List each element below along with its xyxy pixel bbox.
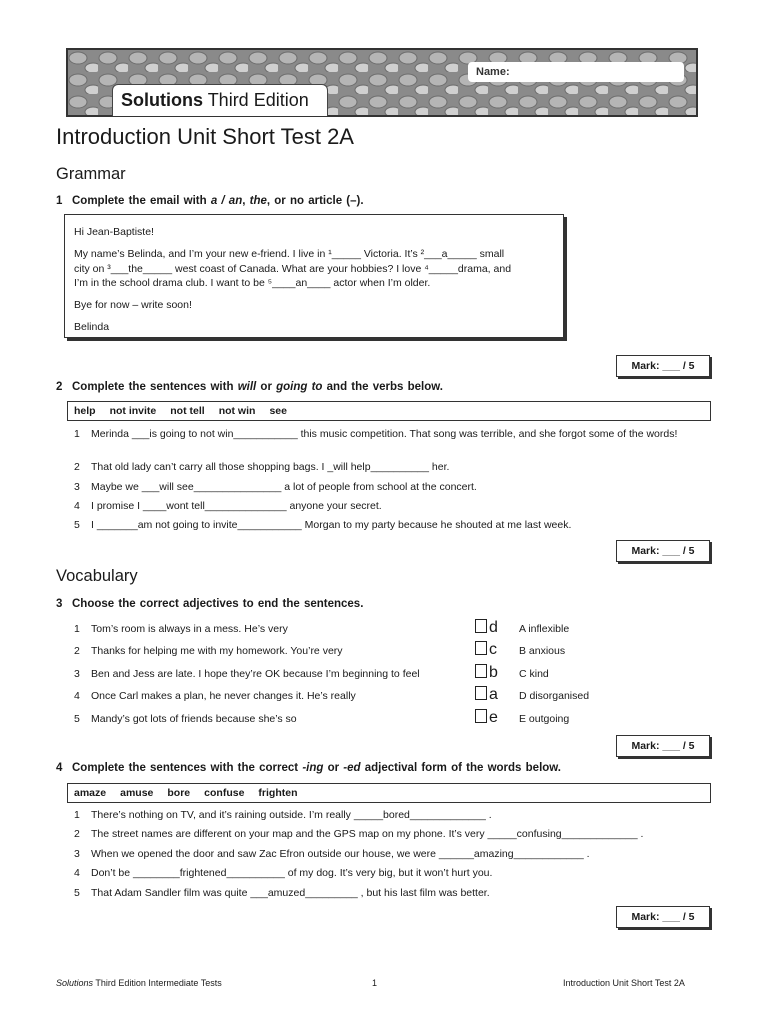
mark-box: Mark: ___ / 5 xyxy=(616,540,710,562)
answer-checkbox[interactable]: a xyxy=(475,686,498,704)
brand-tab xyxy=(112,84,328,116)
name-field[interactable] xyxy=(468,62,684,82)
mark-box: Mark: ___ / 5 xyxy=(616,906,710,928)
option-label: A inflexible xyxy=(519,623,570,635)
vocabulary-heading: Vocabulary xyxy=(56,567,138,585)
brand-logo: Solutions Third Edition xyxy=(121,90,309,110)
mark-box: Mark: ___ / 5 xyxy=(616,735,710,757)
page-number: 1 xyxy=(372,978,378,988)
email-line: Bye for now – write soon! xyxy=(74,299,192,311)
option-label: E outgoing xyxy=(519,713,570,725)
option-label: D disorganised xyxy=(519,690,590,702)
footer-right: Introduction Unit Short Test 2A xyxy=(563,978,685,988)
q4-prompt: 4 Complete the sentences with the correct -ing or -ed adjectival form of the words below. xyxy=(56,762,561,774)
word-chip: not invite xyxy=(109,405,157,417)
word-chip: bore xyxy=(167,787,191,799)
q2-word-box xyxy=(67,401,711,421)
word-chip: help xyxy=(74,405,96,417)
option-label: B anxious xyxy=(519,645,566,657)
word-chip: amaze xyxy=(74,787,107,799)
email-line: city on ³___the_____ west coast of Canada. What are your hobbies? I love ⁴_____drama, and xyxy=(74,263,512,275)
word-chip: see xyxy=(269,405,287,417)
q2-prompt: 2 Complete the sentences with will or going to and the verbs below. xyxy=(56,381,443,393)
grammar-heading: Grammar xyxy=(56,165,126,183)
mark-box: Mark: ___ / 5 xyxy=(616,355,710,377)
email-line: Hi Jean-Baptiste! xyxy=(74,226,154,238)
footer-left: Solutions Third Edition Intermediate Tests xyxy=(56,978,222,988)
page-title: Introduction Unit Short Test 2A xyxy=(56,124,354,149)
word-chip: not tell xyxy=(170,405,205,417)
word-chip: confuse xyxy=(204,787,245,799)
email-box xyxy=(64,214,564,338)
q4-word-box xyxy=(67,783,711,803)
word-chip: not win xyxy=(218,405,256,417)
answer-checkbox[interactable]: e xyxy=(475,709,498,727)
answer-checkbox[interactable]: c xyxy=(475,641,497,659)
email-line: My name’s Belinda, and I’m your new e-friend. I live in ¹_____ Victoria. It’s ²___a_____ small xyxy=(74,248,505,260)
word-chip: frighten xyxy=(258,787,298,799)
option-label: C kind xyxy=(519,668,549,680)
email-line: I’m in the school drama club. I want to be ⁵____an____ actor when I’m older. xyxy=(74,277,431,289)
email-line: Belinda xyxy=(74,321,110,333)
name-label: Name: xyxy=(476,66,510,78)
answer-checkbox[interactable]: d xyxy=(475,619,498,637)
answer-checkbox[interactable]: b xyxy=(475,664,498,682)
q1-prompt: 1 Complete the email with a / an, the, or no article (–). xyxy=(56,195,364,207)
q3-prompt: 3 Choose the correct adjectives to end the sentences. xyxy=(56,598,364,610)
word-chip: amuse xyxy=(120,787,154,799)
